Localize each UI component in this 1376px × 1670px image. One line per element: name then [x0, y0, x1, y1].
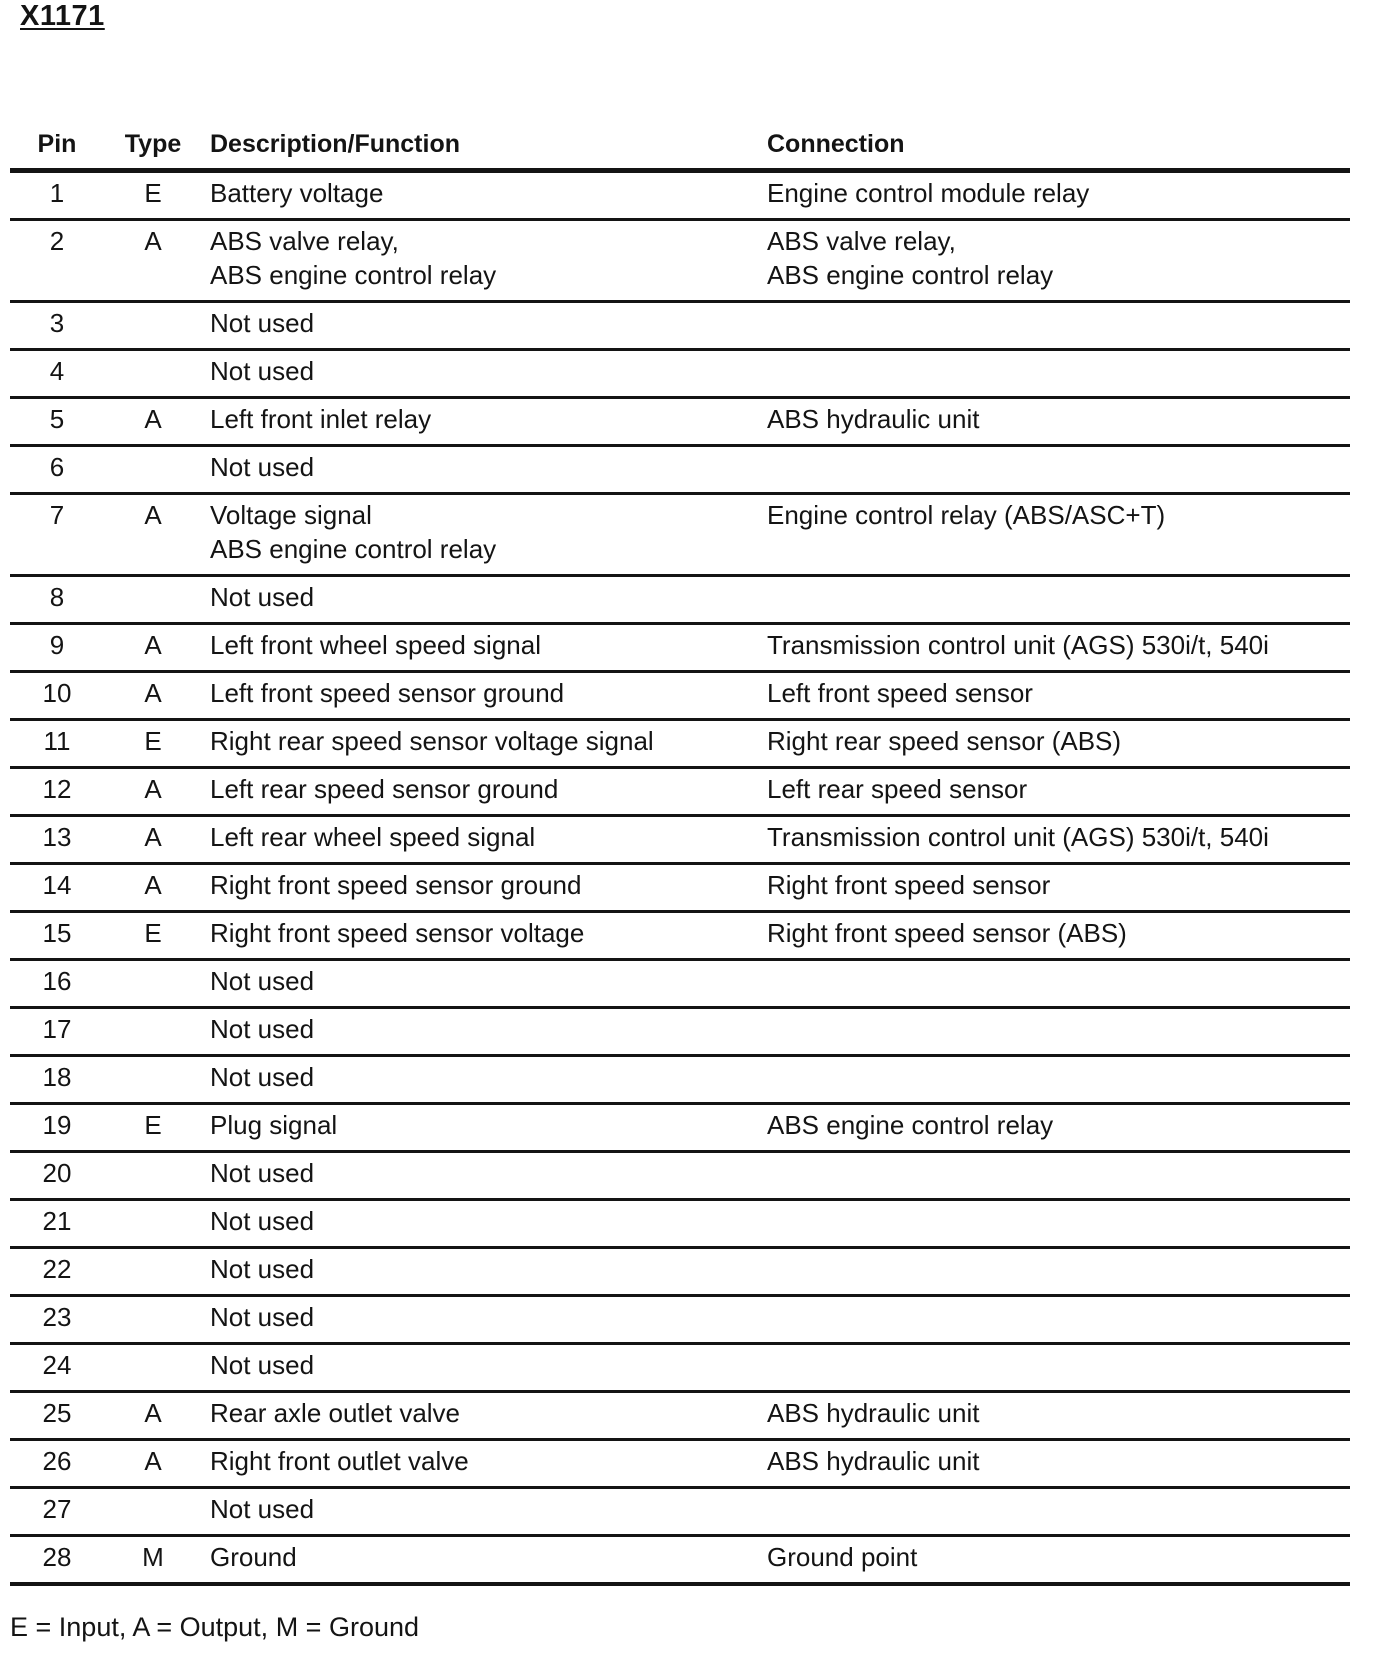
description-line: Not used: [210, 452, 315, 482]
pin-number-cell: 6: [10, 446, 104, 494]
header-type: Type: [104, 110, 202, 171]
table-row: [10, 1440, 1350, 1488]
connection-cell: [765, 1152, 1350, 1200]
table-row: [10, 912, 1350, 960]
connection-cell: [765, 1056, 1350, 1104]
table-row: [10, 302, 1350, 350]
table-row: [10, 720, 1350, 768]
table-row: [10, 1536, 1350, 1585]
pin-number-cell: 24: [10, 1344, 104, 1392]
table-row: [10, 1248, 1350, 1296]
connection-line: Right rear speed sensor (ABS): [767, 726, 1122, 756]
connection-cell: [765, 1200, 1350, 1248]
pin-type-cell: [104, 446, 202, 494]
pin-number-cell: 16: [10, 960, 104, 1008]
connection-line: Left front speed sensor: [767, 678, 1033, 708]
pin-type-cell: [104, 1152, 202, 1200]
connection-cell: [765, 720, 1350, 768]
connection-line: ABS engine control relay: [767, 1110, 1054, 1140]
description-line: Right front speed sensor ground: [210, 870, 582, 900]
pin-type-cell: [104, 960, 202, 1008]
pin-type-cell: A: [104, 1392, 202, 1440]
table-row: [10, 1344, 1350, 1392]
pin-number-cell: 10: [10, 672, 104, 720]
pin-number-cell: 17: [10, 1008, 104, 1056]
pin-type-cell: E: [104, 171, 202, 220]
description-line: Not used: [210, 308, 315, 338]
pin-number-cell: 7: [10, 494, 104, 576]
connection-cell: [765, 1488, 1350, 1536]
description-cell: [202, 672, 765, 720]
pin-type-cell: A: [104, 624, 202, 672]
description-cell: [202, 1440, 765, 1488]
description-cell: [202, 171, 765, 220]
document-title: X1171: [20, 0, 105, 32]
description-cell: [202, 1056, 765, 1104]
pin-number-cell: 25: [10, 1392, 104, 1440]
pin-number-cell: 11: [10, 720, 104, 768]
table-row: [10, 1296, 1350, 1344]
description-line: Not used: [210, 1254, 315, 1284]
pin-number-cell: 2: [10, 220, 104, 302]
pin-number-cell: 23: [10, 1296, 104, 1344]
table-row: [10, 864, 1350, 912]
pin-type-cell: A: [104, 768, 202, 816]
description-cell: [202, 446, 765, 494]
description-cell: [202, 816, 765, 864]
pin-number-cell: 21: [10, 1200, 104, 1248]
description-line: Not used: [210, 1302, 315, 1332]
description-cell: [202, 1488, 765, 1536]
table-row: [10, 494, 1350, 576]
pin-type-cell: A: [104, 220, 202, 302]
connection-cell: [765, 1008, 1350, 1056]
connection-line: ABS hydraulic unit: [767, 404, 980, 434]
pin-number-cell: 3: [10, 302, 104, 350]
pin-number-cell: 22: [10, 1248, 104, 1296]
table-row: [10, 1392, 1350, 1440]
connection-cell: [765, 350, 1350, 398]
table-row: [10, 1152, 1350, 1200]
description-cell: [202, 768, 765, 816]
connection-cell: [765, 912, 1350, 960]
connection-cell: [765, 1104, 1350, 1152]
description-cell: [202, 1008, 765, 1056]
pin-number-cell: 1: [10, 171, 104, 220]
description-cell: [202, 302, 765, 350]
table-row: [10, 576, 1350, 624]
pin-number-cell: 13: [10, 816, 104, 864]
description-line: Rear axle outlet valve: [210, 1398, 461, 1428]
description-cell: [202, 960, 765, 1008]
connection-cell: [765, 864, 1350, 912]
connection-cell: [765, 446, 1350, 494]
connection-cell: [765, 1296, 1350, 1344]
description-line: ABS engine control relay: [210, 534, 497, 564]
description-line: Left front wheel speed signal: [210, 630, 541, 660]
pin-type-cell: E: [104, 720, 202, 768]
description-cell: [202, 1200, 765, 1248]
connection-cell: [765, 494, 1350, 576]
pin-type-cell: A: [104, 1440, 202, 1488]
description-cell: [202, 220, 765, 302]
description-line: Not used: [210, 1494, 315, 1524]
pin-number-cell: 12: [10, 768, 104, 816]
header-description: Description/Function: [202, 110, 765, 171]
description-line: Battery voltage: [210, 178, 384, 208]
table-row: [10, 768, 1350, 816]
connection-cell: [765, 816, 1350, 864]
table-row: [10, 1200, 1350, 1248]
connection-line: ABS hydraulic unit: [767, 1398, 980, 1428]
pin-type-cell: [104, 350, 202, 398]
connection-line: Engine control module relay: [767, 178, 1090, 208]
pin-type-cell: [104, 1056, 202, 1104]
table-row: [10, 1104, 1350, 1152]
header-pin: Pin: [10, 110, 104, 171]
pin-number-cell: 28: [10, 1536, 104, 1585]
pin-type-cell: [104, 1200, 202, 1248]
table-header-row: [10, 110, 1350, 171]
pin-type-cell: A: [104, 494, 202, 576]
connection-line: Left rear speed sensor: [767, 774, 1028, 804]
connection-cell: [765, 768, 1350, 816]
connection-cell: [765, 302, 1350, 350]
description-line: Not used: [210, 1014, 315, 1044]
description-cell: [202, 864, 765, 912]
table-row: [10, 672, 1350, 720]
connection-cell: [765, 398, 1350, 446]
pin-type-cell: A: [104, 398, 202, 446]
connection-cell: [765, 220, 1350, 302]
connection-line: Engine control relay (ABS/ASC+T): [767, 500, 1166, 530]
description-cell: [202, 1392, 765, 1440]
description-line: Not used: [210, 582, 315, 612]
pin-type-cell: A: [104, 816, 202, 864]
connection-line: Ground point: [767, 1542, 918, 1572]
description-cell: [202, 576, 765, 624]
description-cell: [202, 494, 765, 576]
description-cell: [202, 350, 765, 398]
description-line: Right rear speed sensor voltage signal: [210, 726, 654, 756]
description-line: Not used: [210, 1206, 315, 1236]
table-row: [10, 1488, 1350, 1536]
connection-cell: [765, 1344, 1350, 1392]
connection-line: Right front speed sensor: [767, 870, 1051, 900]
connection-cell: [765, 960, 1350, 1008]
description-cell: [202, 1536, 765, 1585]
pin-type-cell: E: [104, 912, 202, 960]
pin-number-cell: 15: [10, 912, 104, 960]
connection-cell: [765, 171, 1350, 220]
connection-line: ABS valve relay,: [767, 226, 956, 256]
pin-number-cell: 8: [10, 576, 104, 624]
connection-cell: [765, 1440, 1350, 1488]
table-row: [10, 960, 1350, 1008]
pin-type-cell: [104, 1248, 202, 1296]
header-connection: Connection: [765, 110, 1350, 171]
pin-number-cell: 27: [10, 1488, 104, 1536]
description-line: Voltage signal: [210, 500, 372, 530]
pin-number-cell: 26: [10, 1440, 104, 1488]
description-cell: [202, 1248, 765, 1296]
description-line: Left front speed sensor ground: [210, 678, 565, 708]
pin-type-cell: M: [104, 1536, 202, 1585]
description-line: Not used: [210, 966, 315, 996]
connection-cell: [765, 576, 1350, 624]
connection-cell: [765, 624, 1350, 672]
description-line: Right front speed sensor voltage: [210, 918, 585, 948]
table-row: [10, 446, 1350, 494]
description-line: Left front inlet relay: [210, 404, 432, 434]
pin-number-cell: 14: [10, 864, 104, 912]
pin-type-cell: A: [104, 672, 202, 720]
connection-line: Transmission control unit (AGS) 530i/t, 540i: [767, 822, 1269, 852]
pin-type-cell: [104, 1008, 202, 1056]
description-cell: [202, 1152, 765, 1200]
description-cell: [202, 720, 765, 768]
pin-number-cell: 5: [10, 398, 104, 446]
description-line: Plug signal: [210, 1110, 338, 1140]
description-line: Not used: [210, 1350, 315, 1380]
table-row: [10, 171, 1350, 220]
pin-number-cell: 19: [10, 1104, 104, 1152]
pin-type-cell: [104, 1344, 202, 1392]
description-cell: [202, 912, 765, 960]
description-line: Not used: [210, 1158, 315, 1188]
pin-type-cell: [104, 302, 202, 350]
connection-line: Right front speed sensor (ABS): [767, 918, 1127, 948]
connection-line: ABS engine control relay: [767, 260, 1054, 290]
pin-assignment-table: [10, 110, 1350, 1586]
description-line: Not used: [210, 1062, 315, 1092]
description-line: Right front outlet valve: [210, 1446, 469, 1476]
pin-type-cell: [104, 1296, 202, 1344]
description-line: Left rear wheel speed signal: [210, 822, 536, 852]
description-line: Ground: [210, 1542, 297, 1572]
table-row: [10, 624, 1350, 672]
pin-number-cell: 4: [10, 350, 104, 398]
table-row: [10, 220, 1350, 302]
pin-type-cell: E: [104, 1104, 202, 1152]
table-row: [10, 1056, 1350, 1104]
description-line: Left rear speed sensor ground: [210, 774, 559, 804]
pin-type-cell: A: [104, 864, 202, 912]
description-cell: [202, 1104, 765, 1152]
connection-cell: [765, 1392, 1350, 1440]
type-legend: E = Input, A = Output, M = Ground: [10, 1612, 420, 1642]
table-row: [10, 350, 1350, 398]
description-cell: [202, 624, 765, 672]
description-line: ABS valve relay,: [210, 226, 399, 256]
pin-number-cell: 18: [10, 1056, 104, 1104]
description-cell: [202, 1296, 765, 1344]
description-cell: [202, 398, 765, 446]
pin-number-cell: 20: [10, 1152, 104, 1200]
table-row: [10, 1008, 1350, 1056]
connection-line: Transmission control unit (AGS) 530i/t, 540i: [767, 630, 1269, 660]
pin-type-cell: [104, 576, 202, 624]
pin-number-cell: 9: [10, 624, 104, 672]
connection-cell: [765, 1536, 1350, 1585]
description-line: Not used: [210, 356, 315, 386]
description-line: ABS engine control relay: [210, 260, 497, 290]
connection-cell: [765, 672, 1350, 720]
connection-cell: [765, 1248, 1350, 1296]
table-row: [10, 398, 1350, 446]
description-cell: [202, 1344, 765, 1392]
connection-line: ABS hydraulic unit: [767, 1446, 980, 1476]
pin-type-cell: [104, 1488, 202, 1536]
table-row: [10, 816, 1350, 864]
table-body: [10, 171, 1350, 1585]
